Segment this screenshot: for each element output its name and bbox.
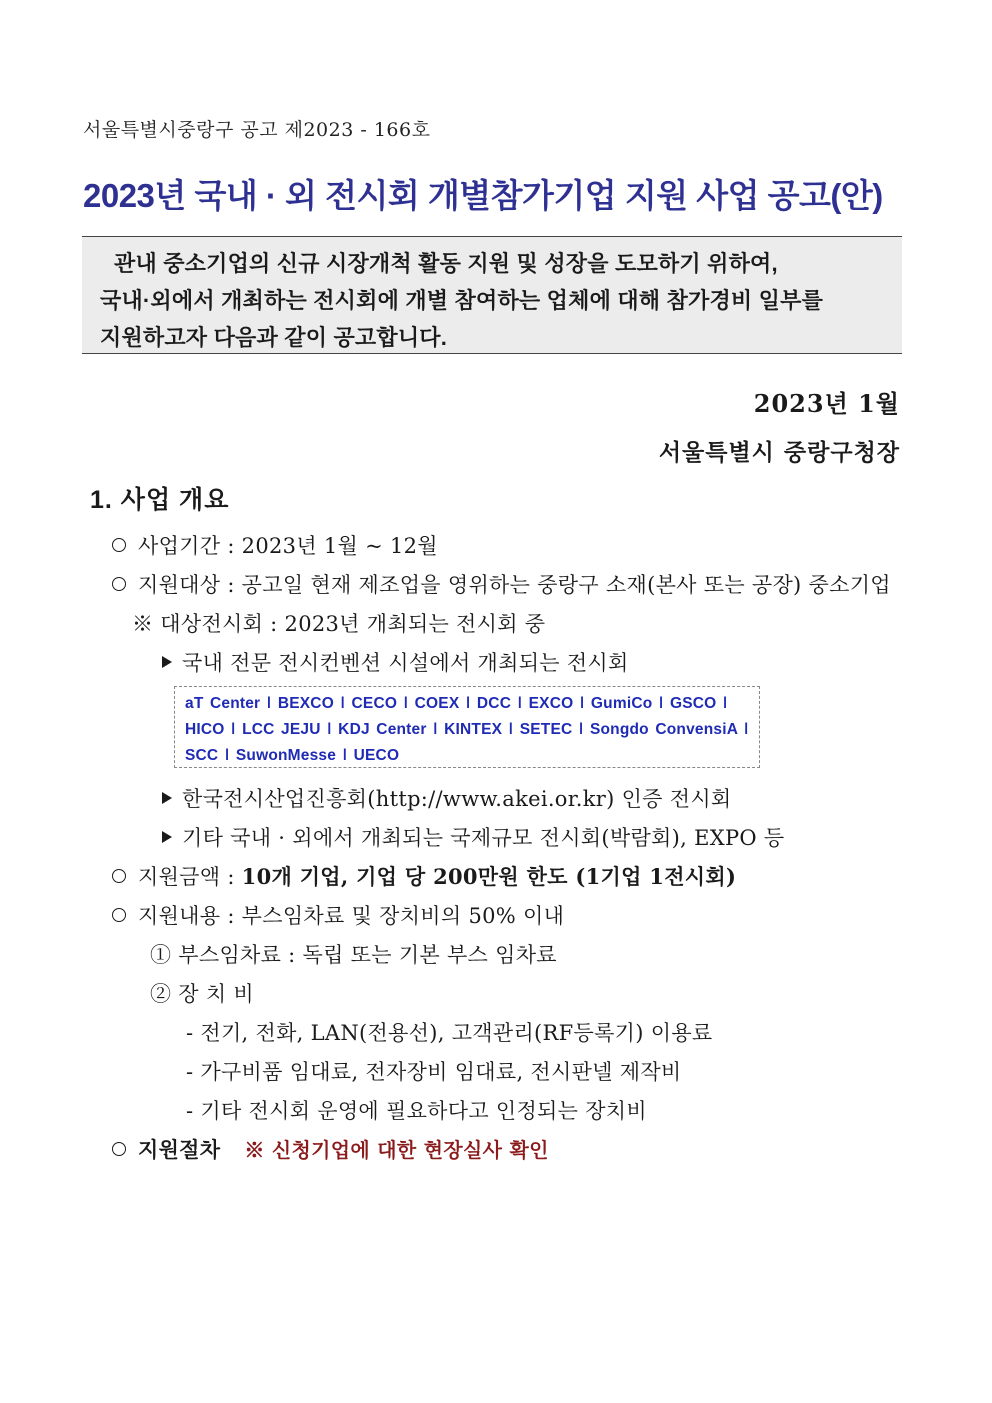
venue-line: HICO ǀ LCC JEJU ǀ KDJ Center ǀ KINTEX ǀ SETEC ǀ Songdo ConvensiA ǀ bbox=[185, 721, 749, 738]
circle-bullet-icon bbox=[112, 1142, 126, 1156]
period-text: 사업기간 : 2023년 1월 ~ 12월 bbox=[138, 534, 438, 558]
exhibit-akei-text: 한국전시산업진흥회(http://www.akei.or.kr) 인증 전시회 bbox=[182, 787, 732, 811]
procedure-note: ※ 신청기업에 대한 현장실사 확인 bbox=[244, 1138, 549, 1162]
notice-number: 서울특별시중랑구 공고 제2023 - 166호 bbox=[83, 119, 431, 141]
target-item bbox=[112, 569, 891, 599]
content-item bbox=[112, 900, 564, 930]
circle-bullet-icon bbox=[112, 538, 126, 552]
notice-date: 2023년 1월 bbox=[753, 389, 900, 418]
venue-line: aT Center ǀ BEXCO ǀ CECO ǀ COEX ǀ DCC ǀ EXCO ǀ GumiCo ǀ GSCO ǀ bbox=[185, 695, 728, 712]
procedure-label: 지원절차 bbox=[138, 1137, 221, 1162]
exhibit-other-text: 기타 국내 · 외에서 개최되는 국제규모 전시회(박람회), EXPO 등 bbox=[182, 826, 785, 850]
page-title: 2023년 국내 · 외 전시회 개별참가기업 지원 사업 공고(안) bbox=[83, 177, 883, 214]
intro-box bbox=[82, 236, 902, 354]
intro-line: 지원하고자 다음과 같이 공고합니다. bbox=[100, 325, 448, 350]
procedure-item bbox=[112, 1134, 549, 1164]
exhibit-domestic-item bbox=[162, 647, 629, 677]
equipment-line: - 전기, 전화, LAN(전용선), 고객관리(RF등록기) 이용료 bbox=[186, 1021, 713, 1045]
intro-line: 관내 중소기업의 신규 시장개척 활동 지원 및 성장을 도모하기 위하여, bbox=[114, 251, 778, 276]
content-item-equipment: ② 장 치 비 bbox=[150, 982, 254, 1006]
venue-list-box bbox=[174, 686, 760, 768]
triangle-bullet-icon bbox=[162, 656, 172, 668]
circle-bullet-icon bbox=[112, 577, 126, 591]
venue-line: SCC ǀ SuwonMesse ǀ UECO bbox=[185, 747, 400, 764]
target-text: 지원대상 : 공고일 현재 제조업을 영위하는 중랑구 소재(본사 또는 공장) 중소기업 bbox=[138, 573, 891, 597]
section-title: 1. 사업 개요 bbox=[90, 486, 230, 514]
triangle-bullet-icon bbox=[162, 831, 172, 843]
circle-bullet-icon bbox=[112, 908, 126, 922]
exhibit-akei-item bbox=[162, 783, 732, 813]
amount-label: 지원금액 : bbox=[138, 865, 242, 889]
equipment-line: - 기타 전시회 운영에 필요하다고 인정되는 장치비 bbox=[186, 1099, 647, 1123]
content-text: 지원내용 : 부스임차료 및 장치비의 50% 이내 bbox=[138, 904, 565, 928]
triangle-bullet-icon bbox=[162, 792, 172, 804]
issuer: 서울특별시 중랑구청장 bbox=[658, 439, 900, 466]
exhibit-domestic-text: 국내 전문 전시컨벤션 시설에서 개최되는 전시회 bbox=[182, 651, 629, 675]
target-note: ※ 대상전시회 : 2023년 개최되는 전시회 중 bbox=[132, 612, 546, 636]
exhibit-other-item bbox=[162, 822, 784, 852]
amount-item bbox=[112, 861, 736, 891]
period-item bbox=[112, 530, 438, 560]
content-item-booth: ① 부스임차료 : 독립 또는 기본 부스 임차료 bbox=[150, 943, 557, 967]
equipment-line: - 가구비품 임대료, 전자장비 임대료, 전시판넬 제작비 bbox=[186, 1060, 682, 1084]
circle-bullet-icon bbox=[112, 869, 126, 883]
amount-value: 10개 기업, 기업 당 200만원 한도 (1기업 1전시회) bbox=[241, 864, 737, 889]
intro-line: 국내·외에서 개최하는 전시회에 개별 참여하는 업체에 대해 참가경비 일부를 bbox=[100, 288, 824, 313]
